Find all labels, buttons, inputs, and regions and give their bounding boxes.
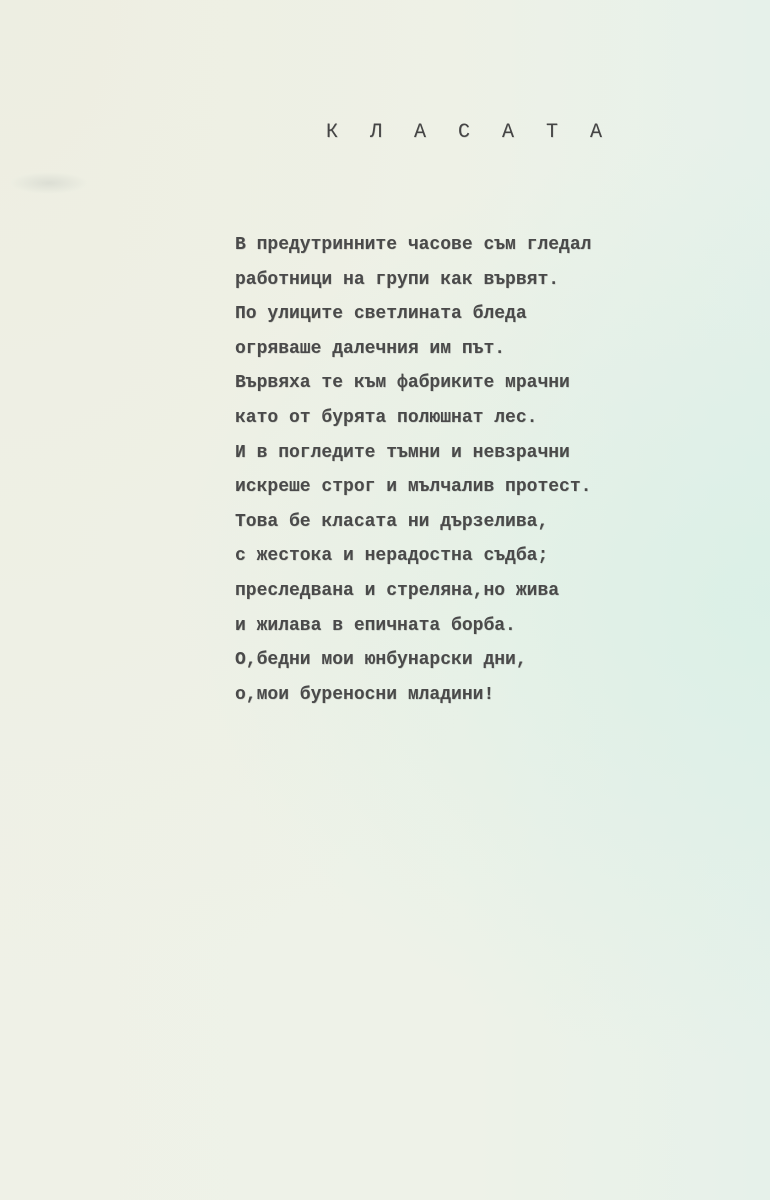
poem-line: искреше строг и мълчалив протест. [235, 477, 592, 498]
poem-line: И в погледите тъмни и невзрачни [235, 442, 570, 463]
poem-line: преследвана и стреляна,но жива [235, 580, 560, 601]
poem-title: К Л А С А Т А [326, 121, 613, 144]
poem-line: с жестока и нерадостна съдба; [235, 546, 549, 567]
paper-smudge [10, 172, 88, 194]
poem-line: огряваше далечния им път. [235, 338, 506, 359]
poem-line: о,мои буреносни младини! [235, 684, 495, 705]
poem-body [235, 228, 591, 712]
poem-line: като от бурята полюшнат лес. [235, 407, 538, 428]
poem-line: По улиците светлината бледа [235, 304, 527, 325]
poem-line: работници на групи как вървят. [235, 269, 560, 290]
poem-line: В предутринните часове съм гледал [235, 235, 592, 255]
poem-line: и жилава в епичната борба. [235, 615, 516, 636]
poem-line: Това бе класата ни дързелива, [235, 511, 549, 532]
poem-line: Вървяха те към фабриките мрачни [235, 373, 570, 394]
poem-line: О,бедни мои юнбунарски дни, [235, 650, 527, 671]
